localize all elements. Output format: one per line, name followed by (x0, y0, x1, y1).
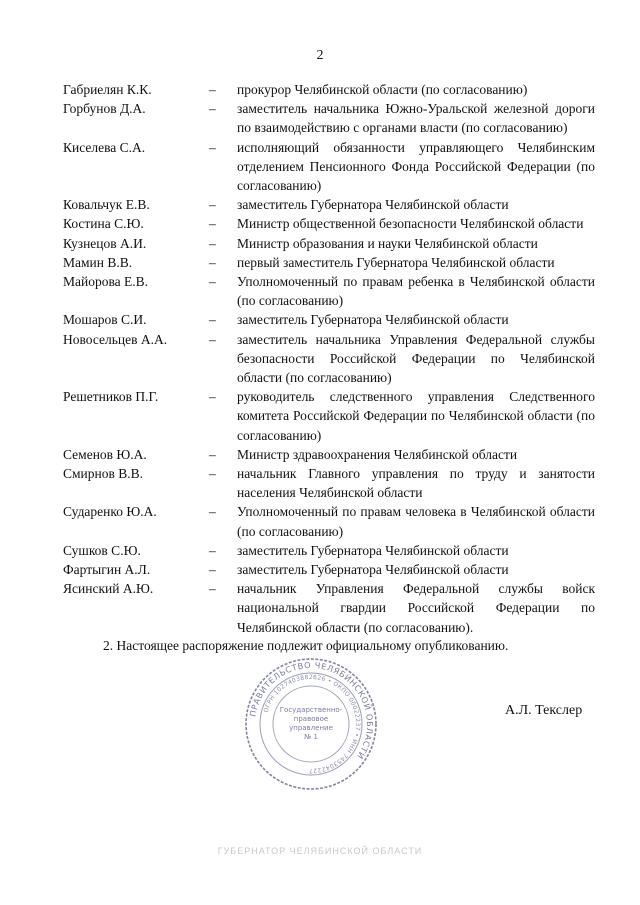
member-dash: – (209, 389, 216, 405)
member-dash: – (209, 581, 216, 597)
member-name: Сударенко Ю.А. (63, 504, 157, 520)
member-name: Решетников П.Г. (63, 389, 159, 405)
member-dash: – (209, 504, 216, 520)
member-role: начальник Управления Федеральной службы войск национальной гвардии Российской Федерации по Челябинской области (по согласованию). (237, 581, 595, 635)
member-role: исполняющий обязанности управляющего Челябинским отделением Пенсионного Фонда Российской Федерации (по согласованию) (237, 139, 595, 194)
member-row (63, 310, 595, 329)
member-name: Мамин В.В. (63, 254, 133, 270)
member-row (63, 138, 595, 196)
member-name: Новосельцев А.А. (63, 331, 168, 347)
member-list (63, 80, 595, 637)
member-dash: – (209, 82, 216, 97)
member-dash: – (209, 542, 216, 558)
member-row (63, 330, 595, 388)
member-row (63, 464, 595, 502)
member-row (63, 272, 595, 310)
member-name: Сушков С.Ю. (63, 542, 141, 558)
member-role: заместитель Губернатора Челябинской области (237, 312, 509, 328)
member-name: Ковальчук Е.В. (63, 197, 150, 213)
member-name: Костина С.Ю. (63, 216, 144, 232)
member-name: Киселева С.А. (63, 139, 146, 155)
official-seal (244, 657, 378, 791)
signatory-name: А.Л. Текслер (505, 703, 583, 718)
member-name: Кузнецов А.И. (63, 235, 147, 251)
member-dash: – (209, 312, 216, 328)
member-name: Фартыгин А.Л. (63, 562, 151, 578)
member-role: заместитель Губернатора Челябинской области (237, 562, 509, 578)
member-name: Мошаров С.И. (63, 312, 147, 328)
member-row (63, 80, 595, 99)
member-row (63, 560, 595, 579)
member-row (63, 502, 595, 540)
member-name: Ясинский А.Ю. (63, 581, 154, 597)
member-dash: – (209, 562, 216, 578)
publication-clause: 2. Настоящее распоряжение подлежит официальному опубликованию. (103, 638, 509, 653)
member-row (63, 579, 595, 637)
member-role: Министр образования и науки Челябинской области (237, 235, 538, 251)
watermark: ГУБЕРНАТОР ЧЕЛЯБИНСКОЙ ОБЛАСТИ (217, 846, 423, 856)
member-role: начальник Главного управления по труду и занятости населения Челябинской области (237, 466, 595, 501)
member-dash: – (209, 235, 216, 251)
member-role: заместитель начальника Управления Федеральной службы безопасности Российской Федерации по Челябинской области (по согласованию) (237, 331, 595, 386)
member-row (63, 541, 595, 560)
member-dash: – (209, 274, 216, 290)
member-dash: – (209, 254, 216, 270)
member-row (63, 195, 595, 214)
member-name: Смирнов В.В. (63, 466, 144, 482)
member-dash: – (209, 101, 216, 117)
member-role: заместитель Губернатора Челябинской области (237, 542, 509, 558)
member-role: заместитель начальника Южно-Уральской железной дороги по взаимодействию с органами власти (по согласованию) (237, 101, 595, 136)
member-row (63, 253, 595, 272)
member-row (63, 445, 595, 464)
svg-text:Государственно-правовоеуправле: Государственно-правовое управление № 1 (279, 706, 343, 741)
member-dash: – (209, 331, 216, 347)
member-role: руководитель следственного управления Следственного комитета Российской Федерации по Челябинской области (по согласованию) (237, 389, 595, 443)
member-role: Уполномоченный по правам человека в Челябинской области (по согласованию) (237, 504, 595, 539)
member-row (63, 214, 595, 233)
member-name: Габриелян К.К. (63, 82, 152, 97)
member-row (63, 99, 595, 137)
member-role: заместитель Губернатора Челябинской области (237, 197, 509, 213)
member-role: Министр здравоохранения Челябинской области (237, 446, 518, 462)
seal-stamp-graphic (244, 657, 378, 791)
member-dash: – (209, 139, 216, 155)
member-role: прокурор Челябинской области (по согласованию) (237, 82, 528, 97)
member-role: Уполномоченный по правам ребенка в Челябинской области (по согласованию) (237, 274, 595, 309)
member-dash: – (209, 466, 216, 482)
member-dash: – (209, 216, 216, 232)
svg-text:ПРАВИТЕЛЬСТВО ЧЕЛЯБИНСКОЙ ОБЛА: ПРАВИТЕЛЬСТВО ЧЕЛЯБИНСКОЙ ОБЛАСТИ (247, 659, 376, 762)
member-dash: – (209, 197, 216, 213)
member-role: первый заместитель Губернатора Челябинской области (237, 254, 555, 270)
page-number: 2 (316, 48, 324, 63)
member-dash: – (209, 446, 216, 462)
member-name: Семенов Ю.А. (63, 446, 147, 462)
member-name: Майорова Е.В. (63, 274, 149, 290)
member-row (63, 234, 595, 253)
member-role: Министр общественной безопасности Челябинской области (237, 216, 584, 232)
svg-text:ОГРН 1027403882626 • ОКПО 0002: ОГРН 1027403882626 • ОКПО 00022237 • ИНН 7453042227 (262, 673, 362, 775)
member-name: Горбунов Д.А. (63, 101, 146, 117)
member-row (63, 387, 595, 445)
